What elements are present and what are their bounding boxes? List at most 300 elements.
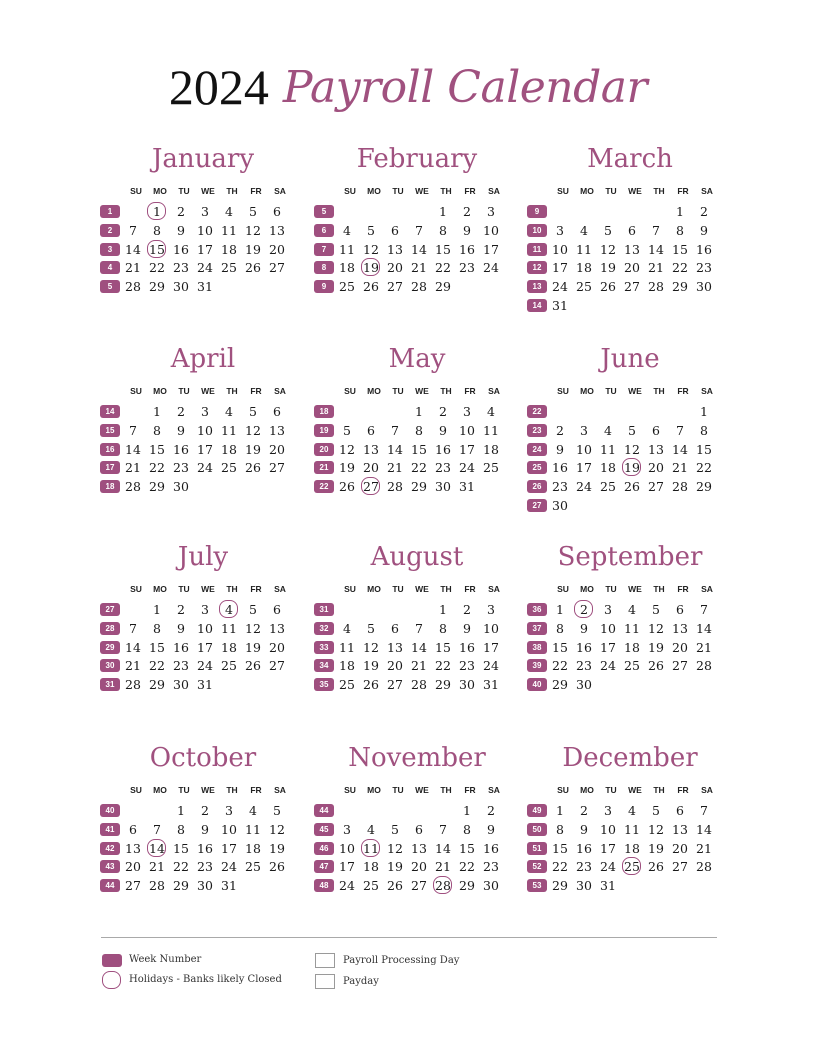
weekday-label: MO (580, 386, 594, 396)
calendar-day: 6 (129, 821, 137, 837)
calendar-day: 28 (411, 677, 427, 693)
calendar-day: 18 (221, 441, 237, 457)
calendar-day: 1 (415, 404, 423, 419)
calendar-day: 21 (125, 460, 141, 476)
week-number-badge: 20 (314, 443, 334, 456)
calendar-day: 22 (552, 658, 568, 674)
weekday-label: MO (367, 584, 381, 594)
weekday-label: WE (201, 386, 215, 396)
weekday-label: SA (701, 584, 713, 594)
calendar-day: 20 (624, 260, 640, 276)
calendar-day: 31 (552, 298, 568, 313)
calendar-day: 3 (604, 803, 612, 818)
calendar-day: 25 (483, 460, 499, 476)
calendar-day: 5 (343, 422, 351, 438)
calendar-day: 28 (648, 279, 664, 295)
calendar-day: 31 (197, 279, 213, 295)
calendar-day: 3 (556, 222, 564, 238)
calendar-day: 10 (552, 241, 568, 257)
calendar-day: 12 (387, 840, 403, 856)
weekday-label: SA (701, 186, 713, 196)
calendar-day: 29 (696, 479, 712, 495)
calendar-day: 29 (672, 279, 688, 295)
weekday-label: TH (440, 386, 452, 396)
weekday-label: MO (367, 186, 381, 196)
weekday-label: SA (274, 386, 286, 396)
calendar-day: 5 (367, 620, 375, 636)
weekday-label: MO (580, 584, 594, 594)
week-number-badge: 47 (314, 860, 334, 873)
calendar-day: 4 (604, 422, 612, 438)
weekday-label: MO (153, 584, 167, 594)
weekday-label: SU (344, 584, 356, 594)
calendar-day: 24 (197, 260, 213, 276)
calendar-day: 21 (387, 460, 403, 476)
week-number-badge: 22 (527, 405, 547, 418)
calendar-day: 16 (173, 241, 189, 257)
calendar-day: 22 (552, 859, 568, 875)
calendar-day: 9 (439, 422, 447, 438)
week-number-badge: 40 (100, 804, 120, 817)
weekday-label: FR (464, 584, 476, 594)
weekday-label: WE (201, 584, 215, 594)
calendar-day: 10 (576, 441, 592, 457)
month-name: September (557, 542, 703, 572)
weekday-label: FR (250, 386, 262, 396)
calendar-day: 10 (483, 222, 499, 238)
week-number-badge: 30 (100, 659, 120, 672)
week-number-badge: 51 (527, 842, 547, 855)
calendar-day: 20 (387, 260, 403, 276)
calendar-day: 23 (173, 260, 189, 276)
calendar-day: 22 (173, 859, 189, 875)
weekday-label: SU (557, 186, 569, 196)
holiday-date: 25 (620, 858, 644, 876)
calendar-day: 13 (125, 840, 141, 856)
weekday-label: SA (274, 186, 286, 196)
week-number-badge: 42 (100, 842, 120, 855)
calendar-day: 13 (672, 620, 688, 636)
calendar-day: 21 (648, 260, 664, 276)
calendar-day: 14 (696, 821, 712, 837)
calendar-day: 23 (173, 460, 189, 476)
calendar-day: 24 (483, 658, 499, 674)
calendar-day: 18 (339, 658, 355, 674)
weekday-label: SA (488, 386, 500, 396)
calendar-day: 3 (225, 803, 233, 818)
calendar-day: 30 (696, 279, 712, 295)
weekday-label: FR (677, 584, 689, 594)
weekday-label: TH (226, 386, 238, 396)
calendar-day: 12 (245, 620, 261, 636)
calendar-day: 5 (391, 821, 399, 837)
calendar-day: 29 (435, 677, 451, 693)
legend-divider (101, 937, 717, 938)
calendar-day: 16 (435, 441, 451, 457)
calendar-day: 21 (411, 658, 427, 674)
calendar-day: 29 (459, 878, 475, 894)
calendar-day: 26 (648, 859, 664, 875)
weekday-label: SU (557, 785, 569, 795)
calendar-day: 11 (245, 821, 261, 837)
calendar-day: 17 (221, 840, 237, 856)
calendar-day: 16 (459, 241, 475, 257)
calendar-day: 15 (435, 241, 451, 257)
weekday-label: FR (250, 584, 262, 594)
week-number-badge: 50 (527, 823, 547, 836)
calendar-day: 3 (604, 602, 612, 617)
month-name: August (370, 542, 464, 572)
calendar-day: 27 (269, 658, 285, 674)
calendar-day: 21 (125, 260, 141, 276)
calendar-day: 13 (648, 441, 664, 457)
calendar-day: 20 (672, 639, 688, 655)
calendar-day: 28 (672, 479, 688, 495)
calendar-day: 19 (245, 639, 261, 655)
calendar-day: 29 (149, 479, 165, 495)
calendar-day: 23 (173, 658, 189, 674)
calendar-day: 15 (173, 840, 189, 856)
calendar-day: 22 (411, 460, 427, 476)
calendar-day: 3 (201, 404, 209, 419)
legend-week-number: Week Number (129, 954, 202, 965)
weekday-label: WE (628, 785, 642, 795)
calendar-day: 18 (245, 840, 261, 856)
calendar-day: 19 (339, 460, 355, 476)
calendar-day: 27 (672, 859, 688, 875)
week-number-badge: 5 (100, 280, 120, 293)
calendar-day: 6 (391, 620, 399, 636)
calendar-day: 26 (245, 460, 261, 476)
weekday-label: SA (701, 785, 713, 795)
calendar-day: 8 (439, 620, 447, 636)
weekday-label: TU (392, 584, 404, 594)
calendar-day: 14 (435, 840, 451, 856)
calendar-day: 27 (411, 878, 427, 894)
calendar-day: 2 (700, 204, 708, 219)
calendar-day: 14 (696, 620, 712, 636)
processing-swatch (315, 953, 335, 968)
weekday-label: TU (392, 386, 404, 396)
week-number-badge: 12 (527, 261, 547, 274)
calendar-day: 31 (197, 677, 213, 693)
calendar-day: 6 (367, 422, 375, 438)
calendar-day: 30 (173, 279, 189, 295)
calendar-day: 12 (363, 639, 379, 655)
calendar-day: 8 (676, 222, 684, 238)
week-number-badge: 13 (527, 280, 547, 293)
calendar-day: 1 (676, 204, 684, 219)
calendar-day: 17 (600, 840, 616, 856)
weekday-label: MO (153, 785, 167, 795)
calendar-day: 26 (648, 658, 664, 674)
week-number-badge: 18 (314, 405, 334, 418)
calendar-day: 12 (648, 821, 664, 837)
calendar-day: 10 (483, 620, 499, 636)
holiday-date: 19 (359, 259, 383, 277)
week-number-badge: 14 (527, 299, 547, 312)
week-number-badge: 53 (527, 879, 547, 892)
calendar-day: 9 (580, 821, 588, 837)
weekday-label: WE (415, 186, 429, 196)
weekday-label: TU (178, 386, 190, 396)
month-name: January (151, 144, 255, 174)
weekday-label: FR (464, 186, 476, 196)
calendar-day: 12 (600, 241, 616, 257)
calendar-day: 5 (249, 204, 257, 219)
month-name: March (587, 144, 673, 174)
calendar-day: 17 (483, 639, 499, 655)
weekday-label: FR (250, 785, 262, 795)
calendar-day: 8 (153, 222, 161, 238)
calendar-day: 29 (149, 677, 165, 693)
calendar-day: 13 (269, 222, 285, 238)
calendar-day: 11 (339, 241, 355, 257)
calendar-day: 8 (700, 422, 708, 438)
calendar-day: 21 (696, 639, 712, 655)
calendar-day: 11 (221, 422, 237, 438)
week-number-badge: 48 (314, 879, 334, 892)
calendar-day: 15 (552, 840, 568, 856)
calendar-day: 19 (363, 658, 379, 674)
weekday-label: TU (605, 386, 617, 396)
weekday-label: TU (392, 186, 404, 196)
weekday-label: SA (488, 186, 500, 196)
calendar-day: 26 (363, 677, 379, 693)
week-number-badge: 46 (314, 842, 334, 855)
week-number-badge: 52 (527, 860, 547, 873)
calendar-day: 28 (125, 279, 141, 295)
calendar-day: 8 (177, 821, 185, 837)
calendar-day: 21 (435, 859, 451, 875)
calendar-day: 10 (600, 821, 616, 837)
weekday-label: MO (153, 186, 167, 196)
calendar-day: 7 (700, 602, 708, 617)
calendar-day: 21 (411, 260, 427, 276)
week-number-badge: 25 (527, 461, 547, 474)
calendar-day: 14 (125, 241, 141, 257)
calendar-day: 20 (387, 658, 403, 674)
calendar-day: 6 (273, 404, 281, 419)
calendar-day: 24 (483, 260, 499, 276)
calendar-day: 15 (672, 241, 688, 257)
calendar-day: 4 (225, 404, 233, 419)
calendar-day: 2 (487, 803, 495, 818)
calendar-day: 30 (552, 498, 568, 513)
week-number-badge: 32 (314, 622, 334, 635)
page-title (0, 58, 816, 116)
calendar-day: 21 (672, 460, 688, 476)
week-number-badge: 23 (527, 424, 547, 437)
calendar-day: 15 (149, 441, 165, 457)
weekday-label: TH (226, 785, 238, 795)
week-number-badge: 44 (314, 804, 334, 817)
calendar-day: 2 (556, 422, 564, 438)
month-name: April (170, 344, 236, 374)
calendar-day: 23 (552, 479, 568, 495)
weekday-label: SU (557, 584, 569, 594)
weekday-label: SA (701, 386, 713, 396)
calendar-day: 31 (483, 677, 499, 693)
calendar-day: 13 (269, 422, 285, 438)
calendar-day: 10 (197, 620, 213, 636)
calendar-day: 2 (177, 602, 185, 617)
calendar-day: 23 (459, 260, 475, 276)
calendar-day: 1 (439, 204, 447, 219)
calendar-day: 24 (221, 859, 237, 875)
weekday-label: SU (130, 386, 142, 396)
weekday-label: MO (367, 785, 381, 795)
calendar-day: 4 (487, 404, 495, 419)
calendar-day: 25 (221, 260, 237, 276)
calendar-day: 2 (463, 602, 471, 617)
calendar-day: 5 (628, 422, 636, 438)
calendar-day: 18 (221, 241, 237, 257)
month-name: November (348, 743, 486, 773)
calendar-day: 16 (197, 840, 213, 856)
calendar-day: 19 (387, 859, 403, 875)
calendar-day: 11 (221, 222, 237, 238)
calendar-day: 27 (387, 279, 403, 295)
calendar-day: 5 (249, 404, 257, 419)
calendar-day: 7 (676, 422, 684, 438)
calendar-day: 11 (600, 441, 616, 457)
calendar-day: 3 (580, 422, 588, 438)
holiday-date: 14 (145, 840, 169, 858)
calendar-day: 27 (648, 479, 664, 495)
calendar-day: 7 (415, 620, 423, 636)
calendar-day: 29 (435, 279, 451, 295)
calendar-day: 4 (628, 803, 636, 818)
calendar-day: 17 (197, 639, 213, 655)
calendar-day: 18 (624, 840, 640, 856)
calendar-day: 24 (339, 878, 355, 894)
calendar-day: 4 (343, 620, 351, 636)
calendar-day: 14 (672, 441, 688, 457)
calendar-day: 7 (129, 422, 137, 438)
calendar-day: 29 (552, 878, 568, 894)
calendar-day: 14 (125, 441, 141, 457)
calendar-day: 28 (696, 658, 712, 674)
calendar-day: 12 (339, 441, 355, 457)
calendar-day: 27 (269, 260, 285, 276)
calendar-day: 1 (439, 602, 447, 617)
week-number-badge: 19 (314, 424, 334, 437)
calendar-day: 3 (201, 602, 209, 617)
calendar-day: 9 (177, 620, 185, 636)
calendar-day: 7 (700, 803, 708, 818)
calendar-day: 24 (600, 859, 616, 875)
calendar-day: 27 (672, 658, 688, 674)
calendar-day: 10 (221, 821, 237, 837)
month-name: May (388, 344, 446, 374)
calendar-day: 14 (648, 241, 664, 257)
calendar-day: 28 (149, 878, 165, 894)
calendar-day: 9 (463, 222, 471, 238)
calendar-day: 8 (556, 620, 564, 636)
calendar-day: 18 (576, 260, 592, 276)
calendar-day: 14 (387, 441, 403, 457)
calendar-day: 5 (367, 222, 375, 238)
calendar-day: 21 (125, 658, 141, 674)
calendar-day: 9 (463, 620, 471, 636)
calendar-day: 4 (225, 204, 233, 219)
calendar-day: 22 (149, 658, 165, 674)
weekday-label: MO (580, 785, 594, 795)
calendar-day: 2 (439, 404, 447, 419)
weekday-label: TH (440, 186, 452, 196)
calendar-day: 9 (201, 821, 209, 837)
weekday-label: TU (392, 785, 404, 795)
week-number-badge: 5 (314, 205, 334, 218)
week-number-badge: 39 (527, 659, 547, 672)
calendar-day: 26 (269, 859, 285, 875)
week-number-badge: 27 (100, 603, 120, 616)
calendar-day: 17 (339, 859, 355, 875)
week-number-badge: 38 (527, 641, 547, 654)
weekday-label: WE (415, 785, 429, 795)
calendar-day: 16 (552, 460, 568, 476)
week-number-badge: 31 (314, 603, 334, 616)
calendar-day: 12 (648, 620, 664, 636)
calendar-day: 10 (459, 422, 475, 438)
calendar-day: 1 (153, 404, 161, 419)
calendar-day: 22 (149, 460, 165, 476)
week-number-badge: 29 (100, 641, 120, 654)
calendar-day: 1 (153, 602, 161, 617)
legend-processing: Payroll Processing Day (343, 955, 460, 966)
weekday-label: FR (250, 186, 262, 196)
month-name: December (562, 743, 698, 773)
calendar-day: 26 (387, 878, 403, 894)
calendar-day: 18 (624, 639, 640, 655)
calendar-day: 11 (483, 422, 499, 438)
calendar-day: 25 (245, 859, 261, 875)
calendar-day: 6 (273, 204, 281, 219)
calendar-day: 1 (556, 803, 564, 818)
weekday-label: WE (628, 186, 642, 196)
calendar-day: 6 (273, 602, 281, 617)
week-number-badge: 36 (527, 603, 547, 616)
calendar-day: 20 (648, 460, 664, 476)
calendar-day: 6 (652, 422, 660, 438)
calendar-day: 28 (387, 479, 403, 495)
calendar-day: 15 (552, 639, 568, 655)
calendar-day: 25 (363, 878, 379, 894)
holiday-date: 28 (431, 877, 455, 895)
calendar-day: 29 (173, 878, 189, 894)
week-number-badge: 14 (100, 405, 120, 418)
calendar-day: 23 (576, 859, 592, 875)
calendar-day: 10 (600, 620, 616, 636)
weekday-label: SA (274, 785, 286, 795)
weekday-label: SA (488, 584, 500, 594)
calendar-day: 10 (197, 422, 213, 438)
weekday-label: SU (344, 386, 356, 396)
calendar-day: 20 (363, 460, 379, 476)
calendar-day: 18 (221, 639, 237, 655)
week-number-badge: 9 (314, 280, 334, 293)
calendar-day: 11 (339, 639, 355, 655)
calendar-day: 24 (197, 658, 213, 674)
calendar-day: 6 (628, 222, 636, 238)
weekday-label: TH (653, 785, 665, 795)
holiday-date: 2 (572, 601, 596, 619)
week-number-badge: 4 (100, 261, 120, 274)
calendar-day: 20 (672, 840, 688, 856)
week-number-badge: 44 (100, 879, 120, 892)
calendar-day: 17 (197, 241, 213, 257)
